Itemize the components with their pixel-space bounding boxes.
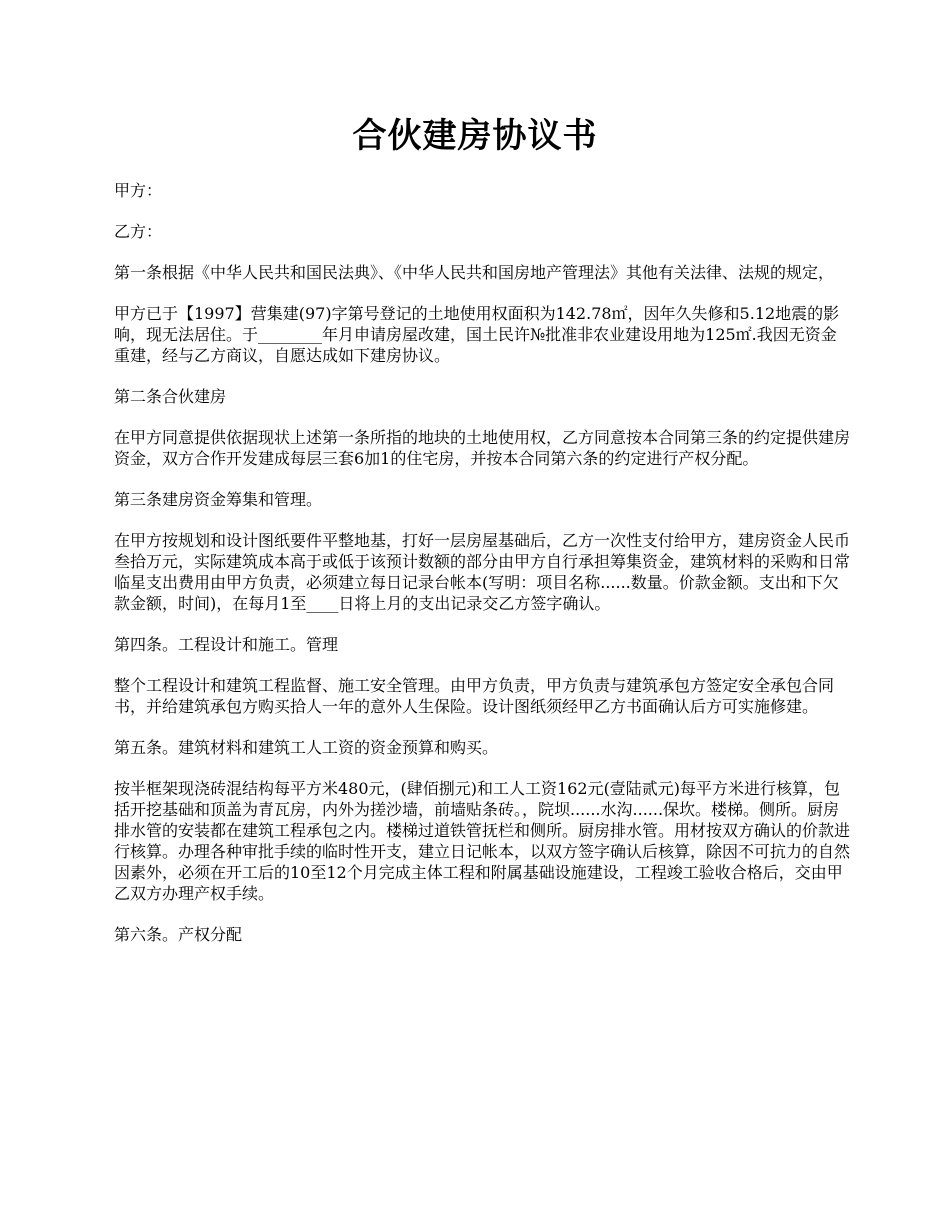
article-2-body: 在甲方同意提供依据现状上述第一条所指的地块的土地使用权，乙方同意按本合同第三条的约定提供建房资金，双方合作开发建成每层三套6加1的住宅房，并按本合同第六条的约定进行产权分配。 xyxy=(114,428,851,468)
article-5-body: 按半框架现浇砖混结构每平方米480元，(肆佰捌元)和工人工资162元(壹陆贰元)每平方米进行核算，包括开挖基础和顶盖为青瓦房，内外为搓沙墙，前墙贴条砖。，院坝......水沟......保坎。楼梯。侧所。厨房排水管的安装都在建筑工程承包之内。楼梯过道铁管抚栏和侧所。厨房排水管。用材按双方确认的价款进行核算。办理各种审批手续的临时性开支，建立日记帐本，以双方签字确认后核算，除因不可抗力的自然因素外，必须在开工后的10至12个月完成主体工程和附属基础设施建设，工程竣工验收合格后，交由甲乙双方办理产权手续。 xyxy=(114,779,851,903)
article-3-heading: 第三条建房资金筹集和管理。 xyxy=(114,490,323,509)
document-body xyxy=(114,180,850,965)
article-2-heading: 第二条合伙建房 xyxy=(114,387,227,406)
party-b-line: 乙方： xyxy=(114,222,163,241)
article-6-heading: 第六条。产权分配 xyxy=(114,925,243,944)
document-title: 合伙建房协议书 xyxy=(352,116,598,156)
party-a-line: 甲方： xyxy=(114,181,163,200)
article-1-body: 甲方已于【1997】营集建(97)字第号登记的土地使用权面积为142.78㎡，因年久失修和5.12地震的影响，现无法居住。于________年月申请房屋改建，国土民许№批准非农业建设用地为125㎡.我因无资金重建，经与乙方商议，自愿达成如下建房协议。 xyxy=(114,304,840,365)
article-5-heading: 第五条。建筑材料和建筑工人工资的资金预算和购买。 xyxy=(114,738,499,757)
article-4-heading: 第四条。工程设计和施工。管理 xyxy=(114,635,339,654)
article-3-body: 在甲方按规划和设计图纸要件平整地基，打好一层房屋基础后，乙方一次性支付给甲方，建房资金人民币叁拾万元，实际建筑成本高于或低于该预计数额的部分由甲方自行承担筹集资金，建筑材料的采购和日常临星支出费用由甲方负责，必须建立每日记录台帐本(写明：项目名称......数量。价款金额。支出和下欠款金额，时间)，在每月1至____日将上月的支出记录交乙方签字确认。 xyxy=(114,531,851,613)
article-4-body: 整个工程设计和建筑工程监督、施工安全管理。由甲方负责，甲方负责与建筑承包方签定安全承包合同书，并给建筑承包方购买拾人一年的意外人生保险。设计图纸须经甲乙方书面确认后方可实施修建。 xyxy=(114,676,835,716)
article-1-heading: 第一条根据《中华人民共和国民法典》、《中华人民共和国房地产管理法》其他有关法律、法规的规定， xyxy=(114,263,835,282)
